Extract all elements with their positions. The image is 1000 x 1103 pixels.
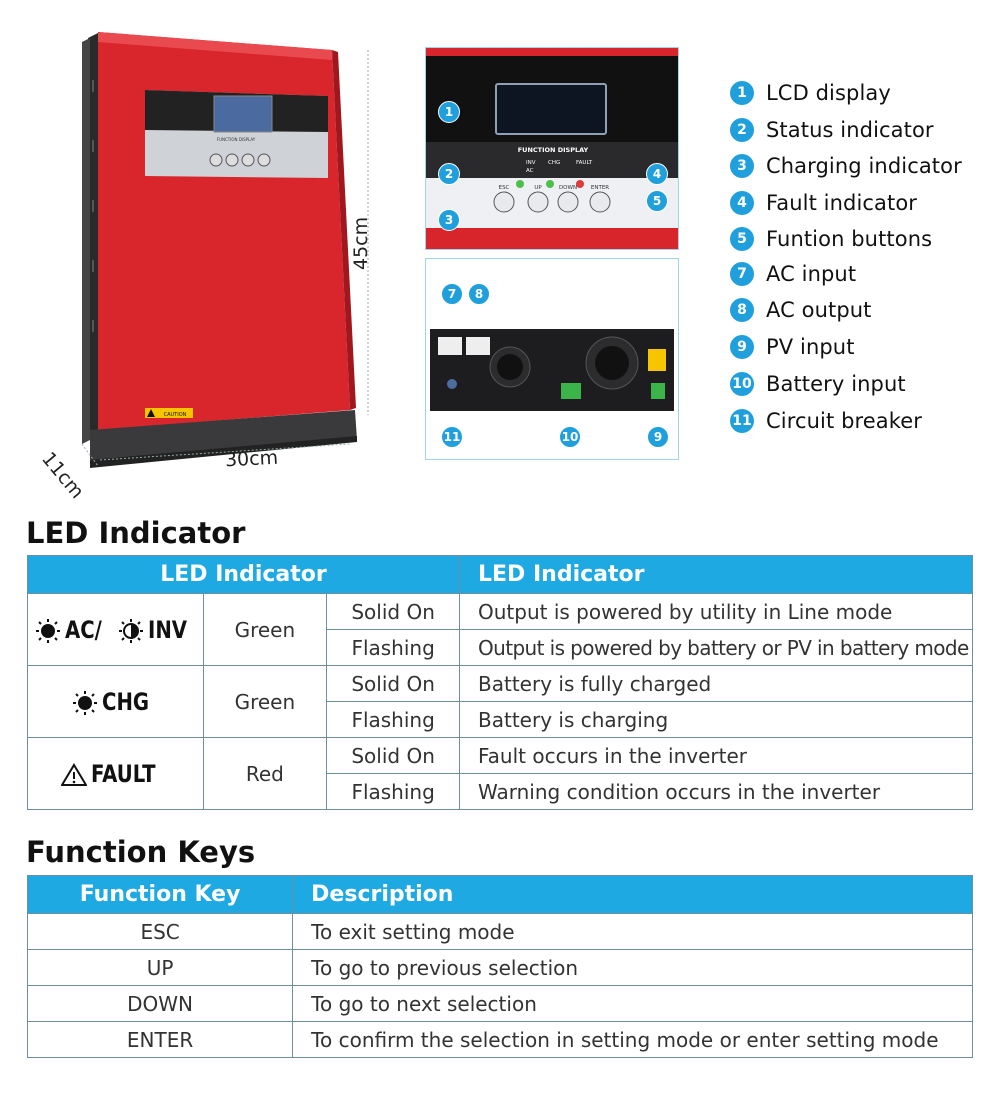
legend-number: 2 — [730, 118, 754, 142]
inv-label: INV — [526, 160, 536, 166]
led-section-title: LED Indicator — [26, 516, 246, 550]
legend-label: Circuit breaker — [766, 409, 923, 433]
legend-number: 11 — [730, 409, 754, 433]
legend-item — [730, 78, 891, 108]
function-display-text: FUNCTION DISPLAY — [517, 146, 589, 154]
inverter-illustration — [37, 20, 420, 503]
rear-panel-closeup — [425, 258, 679, 460]
legend-label: Fault indicator — [766, 191, 918, 215]
key-desc-cell: To go to next selection — [293, 986, 973, 1022]
enter-key-label: ENTER — [590, 185, 610, 191]
key-name-cell: ESC — [28, 914, 293, 950]
keys-header-key: Function Key — [28, 876, 293, 914]
up-key-label: UP — [534, 185, 542, 191]
legend-label: Charging indicator — [766, 154, 962, 178]
led-color-cell: Green — [203, 594, 327, 666]
led-desc-cell: Warning condition occurs in the inverter — [460, 774, 973, 810]
table-row — [28, 986, 973, 1022]
led-color-cell: Red — [203, 738, 327, 810]
legend-item — [730, 188, 917, 218]
legend-item — [730, 295, 872, 325]
sun-icon — [35, 618, 61, 644]
table-row — [28, 950, 973, 986]
legend-item — [730, 151, 962, 181]
led-header-left: LED Indicator — [28, 556, 460, 594]
key-name-cell: ENTER — [28, 1022, 293, 1058]
table-row — [28, 1022, 973, 1058]
led-state-cell: Flashing — [327, 630, 460, 666]
key-desc-cell: To exit setting mode — [293, 914, 973, 950]
legend-item — [730, 369, 906, 399]
callout-9: 9 — [647, 426, 669, 448]
legend-number: 10 — [730, 372, 754, 396]
led-desc-cell: Output is powered by utility in Line mode — [460, 594, 973, 630]
callout-3: 3 — [438, 209, 460, 231]
rear-panel-drawing — [426, 259, 679, 460]
chg-label: CHG — [548, 160, 561, 166]
callout-2: 2 — [438, 163, 460, 185]
led-desc-cell: Fault occurs in the inverter — [460, 738, 973, 774]
half-sun-icon — [118, 618, 144, 644]
depth-dimension: 11cm — [37, 448, 89, 503]
table-row — [28, 738, 973, 774]
led-indicator-table — [27, 555, 973, 810]
led-desc-cell: Battery is charging — [460, 702, 973, 738]
led-state-cell: Solid On — [327, 594, 460, 630]
legend-item — [730, 406, 922, 436]
key-name-cell: DOWN — [28, 986, 293, 1022]
led-ac-label: AC/ — [64, 615, 102, 644]
callout-7: 7 — [441, 283, 463, 305]
led-desc-cell: Battery is fully charged — [460, 666, 973, 702]
led-fault-label: FAULT — [90, 759, 156, 788]
led-fault-cell — [28, 738, 204, 810]
height-dimension: 45cm — [350, 216, 372, 270]
legend-label: Funtion buttons — [766, 227, 933, 251]
width-dimension: 30cm — [224, 446, 279, 472]
key-name-cell: UP — [28, 950, 293, 986]
legend-label: AC output — [766, 298, 872, 322]
legend-number: 7 — [730, 262, 754, 286]
callout-10: 10 — [559, 426, 581, 448]
callout-11: 11 — [441, 426, 463, 448]
keys-header-desc: Description — [293, 876, 973, 914]
led-desc-cell: Output is powered by battery or PV in battery mode — [460, 630, 973, 666]
legend-label: LCD display — [766, 81, 891, 105]
legend-item — [730, 115, 934, 145]
key-desc-cell: To confirm the selection in setting mode or enter setting mode — [293, 1022, 973, 1058]
led-chg-cell — [28, 666, 204, 738]
table-row — [28, 666, 973, 702]
callout-1: 1 — [438, 101, 460, 123]
led-state-cell: Flashing — [327, 774, 460, 810]
table-row — [28, 914, 973, 950]
legend-label: Battery input — [766, 372, 906, 396]
warning-triangle-icon — [61, 763, 87, 787]
panel-small-label: FUNCTION DISPLAY — [216, 137, 256, 142]
legend-item — [730, 224, 932, 254]
led-ac-inv-cell — [28, 594, 204, 666]
keys-section-title: Function Keys — [26, 835, 256, 869]
legend-number: 5 — [730, 227, 754, 251]
caution-label: CAUTION — [163, 412, 187, 418]
legend-label: PV input — [766, 335, 855, 359]
legend-number: 9 — [730, 335, 754, 359]
legend-label: Status indicator — [766, 118, 934, 142]
function-keys-table — [27, 875, 973, 1058]
ac-label: AC — [526, 168, 534, 174]
callout-5: 5 — [646, 190, 668, 212]
key-desc-cell: To go to previous selection — [293, 950, 973, 986]
legend-number: 8 — [730, 298, 754, 322]
led-state-cell: Solid On — [327, 666, 460, 702]
legend-number: 4 — [730, 191, 754, 215]
led-header-right: LED Indicator — [460, 556, 973, 594]
led-state-cell: Flashing — [327, 702, 460, 738]
legend-label: AC input — [766, 262, 857, 286]
table-row — [28, 594, 973, 630]
callout-8: 8 — [468, 283, 490, 305]
led-state-cell: Solid On — [327, 738, 460, 774]
fault-label: FAULT — [576, 160, 593, 166]
callout-4: 4 — [646, 163, 668, 185]
legend-item — [730, 259, 856, 289]
legend-number: 3 — [730, 154, 754, 178]
led-chg-label: CHG — [101, 687, 149, 716]
front-panel-drawing — [426, 48, 679, 250]
front-panel-closeup — [425, 47, 679, 250]
legend-number: 1 — [730, 81, 754, 105]
esc-key-label: ESC — [498, 185, 510, 191]
down-key-label: DOWN — [558, 185, 578, 191]
led-color-cell: Green — [203, 666, 327, 738]
legend-item — [730, 332, 855, 362]
sun-icon — [72, 690, 98, 716]
led-inv-label: INV — [148, 615, 188, 644]
